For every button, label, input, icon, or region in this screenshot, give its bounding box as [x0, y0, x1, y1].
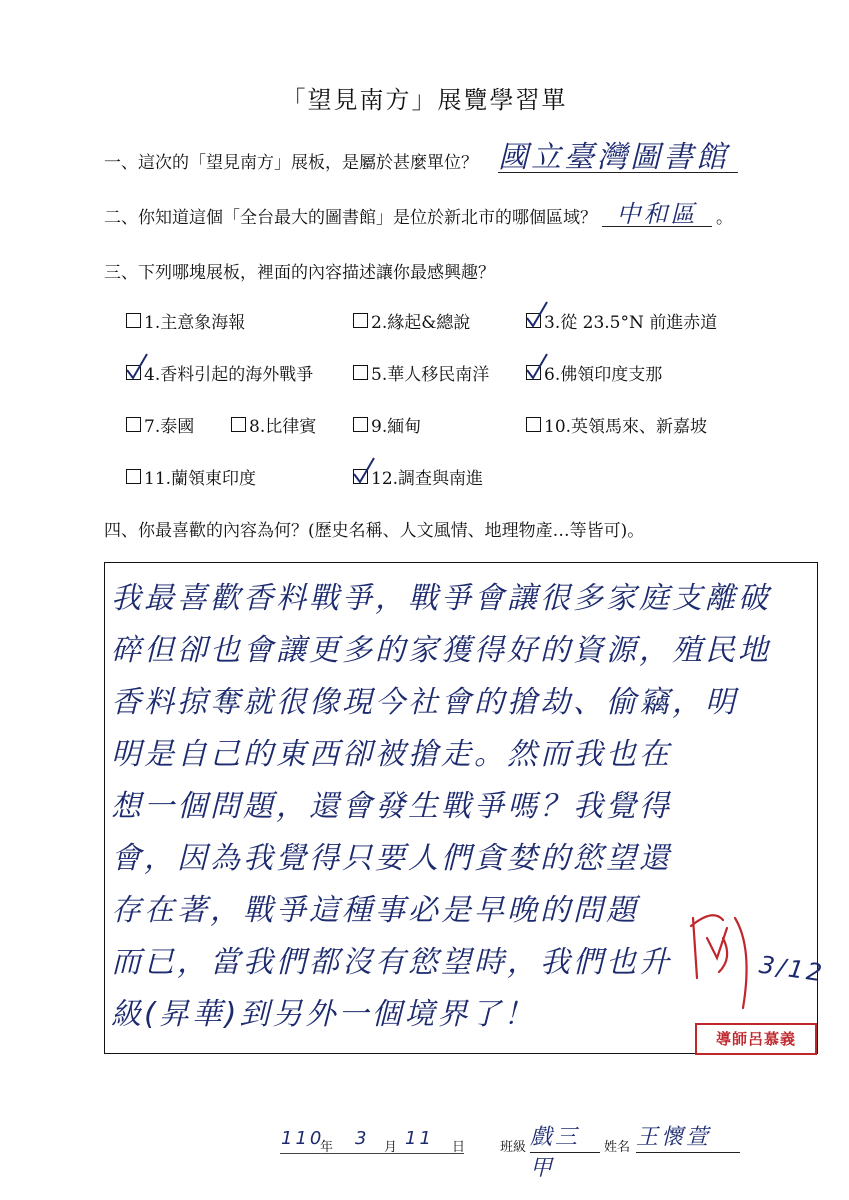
option-10-label: 10.英領馬來、新嘉坡 — [544, 417, 708, 437]
option-11-checkbox[interactable] — [126, 469, 141, 484]
question-2: 二、你知道這個「全台最大的圖書館」是位於新北市的哪個區域？ — [104, 208, 597, 228]
name-label: 姓名 — [604, 1140, 631, 1155]
option-2-label: 2.緣起&總說 — [371, 313, 471, 333]
class-value[interactable]: 戲三甲 — [530, 1120, 600, 1153]
footer-month-label: 月 — [384, 1140, 398, 1155]
answer-line: 存在著，戰爭這種事必是早晚的問題 — [111, 893, 639, 928]
question-2-suffix: 。 — [716, 208, 733, 228]
footer-day[interactable]: 11 — [405, 1128, 434, 1149]
teacher-stamp: 導師呂慕義 — [695, 1023, 817, 1055]
answer-box[interactable] — [104, 562, 827, 1054]
question-1-answer[interactable]: 國立臺灣圖書館 — [498, 132, 738, 173]
question-3: 三、下列哪塊展板，裡面的內容描述讓你最感興趣？ — [104, 263, 495, 283]
option-7-checkbox[interactable] — [126, 417, 141, 432]
grading-date: 3/12 — [757, 950, 827, 988]
option-8[interactable] — [231, 412, 316, 437]
checkmark-icon — [524, 300, 550, 330]
answer-line: 級(昇華)到另外一個境界了！ — [111, 997, 537, 1032]
option-1[interactable] — [126, 308, 245, 333]
option-5-label: 5.華人移民南洋 — [371, 365, 490, 385]
option-8-label: 8.比律賓 — [249, 417, 317, 437]
option-12-label: 12.調查與南進 — [371, 469, 484, 489]
footer-day-label: 日 — [452, 1140, 466, 1155]
option-9-checkbox[interactable] — [353, 417, 368, 432]
question-4: 四、你最喜歡的內容為何？(歷史名稱、人文風情、地理物產…等皆可)。 — [104, 521, 645, 541]
option-10[interactable] — [526, 412, 707, 437]
answer-line: 我最喜歡香料戰爭，戰爭會讓很多家庭支離破 — [111, 581, 771, 616]
option-5-checkbox[interactable] — [353, 365, 368, 380]
option-1-checkbox[interactable] — [126, 313, 141, 328]
answer-line: 香料掠奪就很像現今社會的搶劫、偷竊，明 — [111, 685, 738, 720]
option-3[interactable] — [526, 308, 717, 333]
option-4-checkbox[interactable] — [126, 365, 141, 380]
option-11[interactable] — [126, 464, 256, 489]
footer-month[interactable]: 3 — [355, 1128, 370, 1149]
answer-line: 會，因為我覺得只要人們貪婪的慾望還 — [111, 841, 672, 876]
option-7-label: 7.泰國 — [144, 417, 195, 437]
option-6[interactable] — [526, 360, 662, 385]
option-4[interactable] — [126, 360, 313, 385]
option-6-checkbox[interactable] — [526, 365, 541, 380]
option-12-checkbox[interactable] — [353, 469, 368, 484]
question-1: 一、這次的「望見南方」展板，是屬於甚麼單位？ — [104, 153, 478, 173]
option-2-checkbox[interactable] — [353, 313, 368, 328]
option-11-label: 11.蘭領東印度 — [144, 469, 257, 489]
footer-year[interactable]: 110 — [281, 1128, 325, 1149]
option-7[interactable] — [126, 412, 194, 437]
name-value[interactable]: 王懷萱 — [636, 1120, 740, 1153]
answer-line: 而已，當我們都沒有慾望時，我們也升 — [111, 945, 672, 980]
page-title: 「望見南方」展覽學習單 — [281, 86, 568, 114]
footer-year-label: 年 — [320, 1140, 334, 1155]
option-9[interactable] — [353, 412, 421, 437]
option-10-checkbox[interactable] — [526, 417, 541, 432]
checkmark-icon — [524, 352, 550, 382]
option-9-label: 9.緬甸 — [371, 417, 422, 437]
checkmark-icon — [124, 352, 150, 382]
teacher-signature — [683, 898, 763, 1018]
option-3-checkbox[interactable] — [526, 313, 541, 328]
checkmark-icon — [351, 456, 377, 486]
option-5[interactable] — [353, 360, 489, 385]
answer-line: 明是自己的東西卻被搶走。然而我也在 — [111, 737, 672, 772]
answer-line: 碎但卻也會讓更多的家獲得好的資源，殖民地 — [111, 633, 771, 668]
option-12[interactable] — [353, 464, 483, 489]
option-3-label: 3.從 23.5°N 前進赤道 — [544, 313, 718, 333]
question-2-answer[interactable]: 中和區 — [602, 194, 712, 227]
option-1-label: 1.主意象海報 — [144, 313, 246, 333]
option-2[interactable] — [353, 308, 470, 333]
option-6-label: 6.佛領印度支那 — [544, 365, 663, 385]
answer-line: 想一個問題，還會發生戰爭嗎？我覺得 — [111, 789, 672, 824]
option-4-label: 4.香料引起的海外戰爭 — [144, 365, 314, 385]
option-8-checkbox[interactable] — [231, 417, 246, 432]
date-underline — [280, 1153, 464, 1154]
class-label: 班級 — [500, 1140, 527, 1155]
